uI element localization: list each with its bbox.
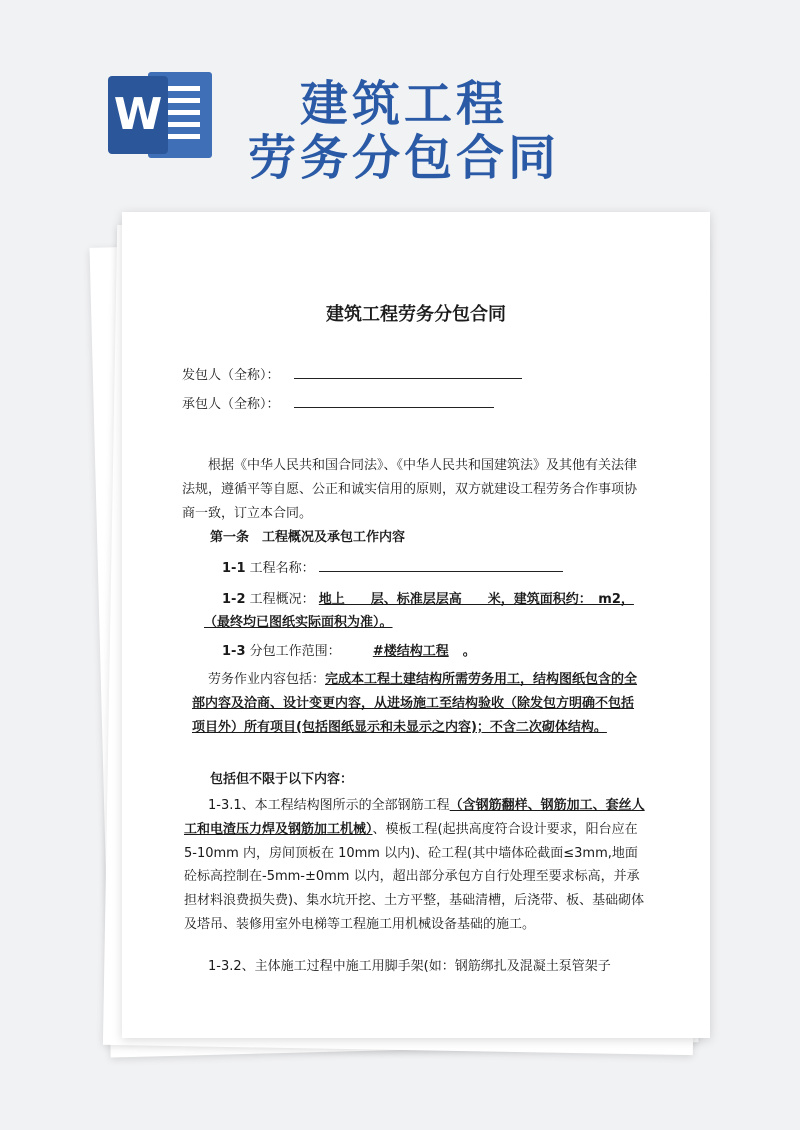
item-1-3-1-paragraph [184, 794, 646, 937]
include-heading: 包括但不限于以下内容： [210, 772, 354, 787]
item-1-3-1-prefix: 1-3.1、本工程结构图所示的全部钢筋工程 [208, 798, 450, 813]
contractor-row [182, 393, 494, 416]
item-1-1 [222, 557, 563, 580]
word-logo [108, 72, 212, 158]
item-1-3-number: 1-3 [222, 644, 246, 659]
document-title: 建筑工程劳务分包合同 [326, 304, 506, 325]
item-1-3-2: 1-3.2、主体施工过程中施工用脚手架(如：钢筋绑扎及混凝土泵管架子 [208, 959, 611, 974]
labor-label: 劳务作业内容包括： [208, 672, 326, 687]
banner-title-line2: 劳务分包合同 [248, 130, 561, 186]
item-1-2 [222, 588, 634, 611]
item-1-2-note: （最终均已图纸实际面积为准）。 [204, 615, 393, 630]
item-1-3 [222, 640, 476, 663]
item-1-2-value: 地上 层、标准层层高 米，建筑面积约： m2， [318, 592, 634, 607]
document-page [122, 212, 710, 1038]
item-1-3-1-rest: 、模板工程(起拱高度符合设计要求，阳台应在 5-10mm 内，房间顶板在 10mm 以内)、砼工程(其中墙体砼截面≤3mm,地面砼标高控制在-5mm-±0mm 以内，超出部分承包方自行处理至要求标高，并承担材料浪费损失费)、集水坑开挖、土方平整，基础清槽，后浇带、板、基础砌体及塔吊、装修用室外电梯等工程施工用机械设备基础的施工。 [184, 821, 645, 932]
item-1-3-label: 分包工作范围： [249, 644, 341, 659]
item-1-1-label: 工程名称： [249, 561, 315, 576]
article-1-heading: 第一条 工程概况及承包工作内容 [210, 530, 406, 545]
word-icon: W [108, 76, 168, 154]
labor-paragraph [192, 668, 644, 739]
employer-blank [294, 364, 522, 379]
item-1-1-number: 1-1 [222, 561, 246, 576]
contractor-label: 承包人（全称）： [182, 397, 280, 412]
item-1-3-value: #楼结构工程 [372, 644, 449, 659]
employer-row [182, 364, 522, 387]
item-1-3-1-bold: （含钢筋翻样、钢筋加工、套丝人工和电渣压力焊及钢筋加工机械） [184, 798, 645, 837]
intro-paragraph: 根据《中华人民共和国合同法》、《中华人民共和国建筑法》及其他有关法律法规，遵循平等自愿、公正和诚实信用的原则，双方就建设工程劳务合作事项协商一致，订立本合同。 [182, 458, 638, 521]
item-1-2-number: 1-2 [222, 592, 246, 607]
contractor-blank [294, 393, 494, 408]
project-name-blank [319, 557, 563, 572]
item-1-2-label: 工程概况： [249, 592, 315, 607]
item-1-3-end: 。 [462, 644, 476, 659]
banner-title-line1: 建筑工程 [300, 76, 509, 132]
employer-label: 发包人（全称）： [182, 368, 280, 383]
labor-value: 完成本工程土建结构所需劳务用工，结构图纸包含的全部内容及洽商、设计变更内容，从进场施工至结构验收（除发包方明确不包括项目外）所有项目(包括图纸显示和未显示之内容)；不含二次砌体结构。 [192, 672, 638, 735]
